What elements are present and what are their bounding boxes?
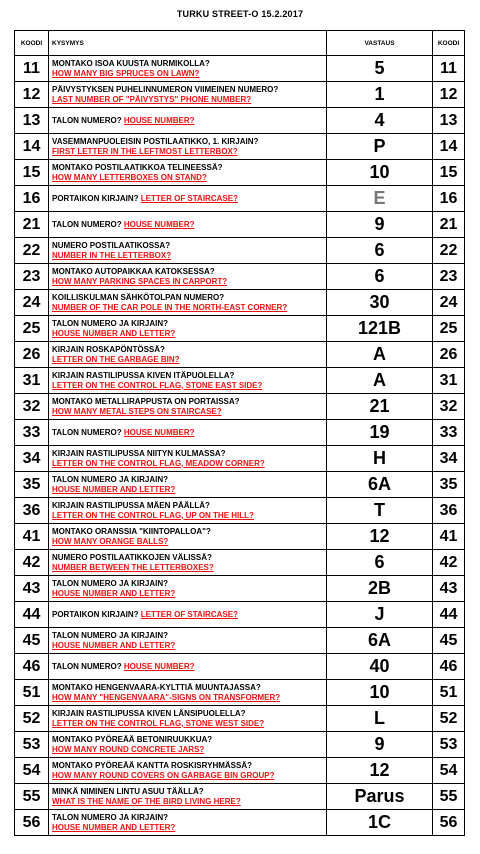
- answer-cell: T: [327, 498, 433, 524]
- control-code: 45: [15, 628, 49, 654]
- control-code: 23: [15, 264, 49, 290]
- control-code: 36: [15, 498, 49, 524]
- table-row: [15, 706, 465, 732]
- table-row: [15, 420, 465, 446]
- control-code: 53: [15, 732, 49, 758]
- question-finnish: KIRJAIN RASTILIPUSSA KIVEN ITÄPUOLELLA?: [52, 370, 235, 380]
- control-code: 46: [15, 654, 49, 680]
- question-cell: [49, 524, 327, 550]
- table-row: [15, 186, 465, 212]
- table-row: [15, 212, 465, 238]
- question-cell: [49, 602, 327, 628]
- control-code: 33: [15, 420, 49, 446]
- question-english: HOW MANY ROUND CONCRETE JARS?: [52, 744, 205, 754]
- question-english: HOW MANY ORANGE BALLS?: [52, 536, 169, 546]
- question-finnish: TALON NUMERO?: [52, 219, 122, 229]
- answer-cell: H: [327, 446, 433, 472]
- answer-cell: 12: [327, 524, 433, 550]
- question-english: NUMBER OF THE CAR POLE IN THE NORTH-EAST CORNER?: [52, 302, 288, 312]
- answer-cell: 19: [327, 420, 433, 446]
- table-row: [15, 524, 465, 550]
- question-cell: [49, 108, 327, 134]
- control-code-right: 13: [433, 108, 465, 134]
- question-english: LETTER OF STAIRCASE?: [140, 193, 238, 203]
- question-cell: [49, 446, 327, 472]
- table-row: [15, 446, 465, 472]
- question-cell: [49, 420, 327, 446]
- control-code-right: 52: [433, 706, 465, 732]
- question-finnish: PORTAIKON KIRJAIN?: [52, 193, 139, 203]
- question-finnish: KIRJAIN RASTILIPUSSA KIVEN LÄNSIPUOLELLA?: [52, 708, 246, 718]
- table-row: [15, 472, 465, 498]
- question-finnish: PÄIVYSTYKSEN PUHELINNUMERON VIIMEINEN NUMERO?: [52, 84, 279, 94]
- answer-cell: Parus: [327, 784, 433, 810]
- question-finnish: MONTAKO PYÖREÄÄ KANTTA ROSKISRYHMÄSSÄ?: [52, 760, 252, 770]
- question-english: HOUSE NUMBER?: [123, 427, 195, 437]
- control-code-right: 14: [433, 134, 465, 160]
- control-code-right: 21: [433, 212, 465, 238]
- answer-cell: 6A: [327, 628, 433, 654]
- question-finnish: MONTAKO POSTILAATIKKOA TELINEESSÄ?: [52, 162, 223, 172]
- question-cell: [49, 784, 327, 810]
- control-code-right: 34: [433, 446, 465, 472]
- control-code: 44: [15, 602, 49, 628]
- answer-cell: 40: [327, 654, 433, 680]
- question-cell: [49, 810, 327, 836]
- question-english: NUMBER BETWEEN THE LETTERBOXES?: [52, 562, 214, 572]
- question-finnish: TALON NUMERO?: [52, 661, 122, 671]
- question-cell: [49, 186, 327, 212]
- question-english: LETTER ON THE CONTROL FLAG, STONE WEST SIDE?: [52, 718, 265, 728]
- table-row: [15, 108, 465, 134]
- control-code-right: 32: [433, 394, 465, 420]
- question-english: HOW MANY BIG SPRUCES ON LAWN?: [52, 68, 200, 78]
- question-cell: [49, 290, 327, 316]
- answer-cell: A: [327, 342, 433, 368]
- question-cell: [49, 82, 327, 108]
- question-cell: [49, 472, 327, 498]
- control-code: 34: [15, 446, 49, 472]
- control-code: 14: [15, 134, 49, 160]
- question-finnish: TALON NUMERO JA KIRJAIN?: [52, 474, 168, 484]
- control-code: 55: [15, 784, 49, 810]
- answer-cell: 1C: [327, 810, 433, 836]
- question-english: HOW MANY ROUND COVERS ON GARBAGE BIN GROUP?: [52, 770, 275, 780]
- question-finnish: TALON NUMERO JA KIRJAIN?: [52, 318, 168, 328]
- control-code: 32: [15, 394, 49, 420]
- question-finnish: MINKÄ NIMINEN LINTU ASUU TÄÄLLÄ?: [52, 786, 204, 796]
- question-cell: [49, 316, 327, 342]
- answer-cell: 6: [327, 264, 433, 290]
- question-cell: [49, 680, 327, 706]
- table-row: [15, 56, 465, 82]
- control-code-right: 51: [433, 680, 465, 706]
- control-code: 52: [15, 706, 49, 732]
- table-row: [15, 810, 465, 836]
- question-cell: [49, 342, 327, 368]
- control-code: 54: [15, 758, 49, 784]
- question-english: HOW MANY PARKING SPACES IN CARPORT?: [52, 276, 228, 286]
- control-code-right: 11: [433, 56, 465, 82]
- question-finnish: TALON NUMERO JA KIRJAIN?: [52, 630, 168, 640]
- control-code: 42: [15, 550, 49, 576]
- question-english: HOW MANY "HENGENVAARA"-SIGNS ON TRANSFORMER?: [52, 692, 281, 702]
- question-cell: [49, 498, 327, 524]
- answer-cell: 21: [327, 394, 433, 420]
- question-cell: [49, 732, 327, 758]
- table-row: [15, 290, 465, 316]
- table-row: [15, 238, 465, 264]
- question-cell: [49, 654, 327, 680]
- control-code-right: 54: [433, 758, 465, 784]
- page-title: TURKU STREET-O 15.2.2017: [176, 9, 304, 19]
- question-english: LETTER ON THE CONTROL FLAG, UP ON THE HILL?: [52, 510, 254, 520]
- control-code-right: 15: [433, 160, 465, 186]
- table-row: [15, 628, 465, 654]
- control-code: 31: [15, 368, 49, 394]
- question-english: LETTER ON THE GARBAGE BIN?: [52, 354, 180, 364]
- question-finnish: KIRJAIN RASTILIPUSSA NIITYN KULMASSA?: [52, 448, 226, 458]
- control-code: 16: [15, 186, 49, 212]
- question-finnish: KIRJAIN RASTILIPUSSA MÄEN PÄÄLLÄ?: [52, 500, 210, 510]
- question-english: NUMBER IN THE LETTERBOX?: [52, 250, 172, 260]
- table-row: [15, 134, 465, 160]
- control-code: 51: [15, 680, 49, 706]
- question-finnish: TALON NUMERO JA KIRJAIN?: [52, 578, 168, 588]
- question-finnish: TALON NUMERO JA KIRJAIN?: [52, 812, 168, 822]
- control-code-right: 55: [433, 784, 465, 810]
- table-row: [15, 784, 465, 810]
- question-english: HOUSE NUMBER AND LETTER?: [52, 822, 176, 832]
- answer-cell: 4: [327, 108, 433, 134]
- table-row: [15, 82, 465, 108]
- table-row: [15, 368, 465, 394]
- control-code: 43: [15, 576, 49, 602]
- table-row: [15, 602, 465, 628]
- question-cell: [49, 160, 327, 186]
- control-code: 24: [15, 290, 49, 316]
- control-code-right: 22: [433, 238, 465, 264]
- answer-cell: P: [327, 134, 433, 160]
- table-row: [15, 498, 465, 524]
- controls-table: [14, 30, 465, 836]
- table-row: [15, 264, 465, 290]
- answer-cell: 9: [327, 212, 433, 238]
- question-english: HOW MANY LETTERBOXES ON STAND?: [52, 172, 207, 182]
- control-code-right: 46: [433, 654, 465, 680]
- question-finnish: NUMERO POSTILAATIKOSSA?: [52, 240, 171, 250]
- table-row: [15, 680, 465, 706]
- answer-cell: 6A: [327, 472, 433, 498]
- question-cell: [49, 394, 327, 420]
- control-code: 25: [15, 316, 49, 342]
- header-question: KYSYMYS: [49, 31, 327, 56]
- control-code: 35: [15, 472, 49, 498]
- control-code: 26: [15, 342, 49, 368]
- question-cell: [49, 56, 327, 82]
- table-header-row: [15, 31, 465, 56]
- question-finnish: MONTAKO HENGENVAARA-KYLTTIÄ MUUNTAJASSA?: [52, 682, 261, 692]
- control-code: 21: [15, 212, 49, 238]
- control-code: 12: [15, 82, 49, 108]
- answer-cell: 6: [327, 550, 433, 576]
- answer-cell: L: [327, 706, 433, 732]
- control-code: 11: [15, 56, 49, 82]
- table-row: [15, 758, 465, 784]
- question-finnish: TALON NUMERO?: [52, 115, 122, 125]
- question-cell: [49, 134, 327, 160]
- question-finnish: MONTAKO PYÖREÄÄ BETONIRUUKKUA?: [52, 734, 213, 744]
- answer-cell: 30: [327, 290, 433, 316]
- header-answer: VASTAUS: [327, 31, 433, 56]
- control-code: 41: [15, 524, 49, 550]
- control-code-right: 42: [433, 550, 465, 576]
- question-cell: [49, 628, 327, 654]
- question-finnish: MONTAKO ORANSSIA "KIINTOPALLOA"?: [52, 526, 211, 536]
- control-code-right: 23: [433, 264, 465, 290]
- control-code-right: 33: [433, 420, 465, 446]
- answer-cell: J: [327, 602, 433, 628]
- answer-cell: 6: [327, 238, 433, 264]
- control-code-right: 44: [433, 602, 465, 628]
- question-cell: [49, 212, 327, 238]
- question-english: LETTER OF STAIRCASE?: [140, 609, 238, 619]
- question-english: HOUSE NUMBER AND LETTER?: [52, 640, 176, 650]
- control-code-right: 56: [433, 810, 465, 836]
- control-code: 15: [15, 160, 49, 186]
- header-code: KOODI: [15, 31, 49, 56]
- control-code-right: 31: [433, 368, 465, 394]
- answer-cell: E: [327, 186, 433, 212]
- question-finnish: MONTAKO AUTOPAIKKAA KATOKSESSA?: [52, 266, 215, 276]
- control-code-right: 53: [433, 732, 465, 758]
- question-english: FIRST LETTER IN THE LEFTMOST LETTERBOX?: [52, 146, 238, 156]
- question-english: HOUSE NUMBER AND LETTER?: [52, 588, 176, 598]
- control-code-right: 24: [433, 290, 465, 316]
- control-code: 13: [15, 108, 49, 134]
- answer-cell: 9: [327, 732, 433, 758]
- table-row: [15, 342, 465, 368]
- question-finnish: KIRJAIN ROSKAPÖNTÖSSÄ?: [52, 344, 165, 354]
- control-code-right: 35: [433, 472, 465, 498]
- table-row: [15, 576, 465, 602]
- header-code-right: KOODI: [433, 31, 465, 56]
- question-cell: [49, 264, 327, 290]
- answer-cell: 1: [327, 82, 433, 108]
- question-cell: [49, 238, 327, 264]
- question-english: HOUSE NUMBER?: [123, 661, 195, 671]
- answer-cell: 12: [327, 758, 433, 784]
- answer-cell: 2B: [327, 576, 433, 602]
- question-finnish: TALON NUMERO?: [52, 427, 122, 437]
- question-finnish: MONTAKO METALLIRAPPUSTA ON PORTAISSA?: [52, 396, 240, 406]
- control-code-right: 25: [433, 316, 465, 342]
- table-row: [15, 160, 465, 186]
- control-code-right: 43: [433, 576, 465, 602]
- question-cell: [49, 368, 327, 394]
- table-row: [15, 550, 465, 576]
- question-finnish: PORTAIKON KIRJAIN?: [52, 609, 139, 619]
- question-english: LETTER ON THE CONTROL FLAG, STONE EAST SIDE?: [52, 380, 263, 390]
- question-finnish: KOILLISKULMAN SÄHKÖTOLPAN NUMERO?: [52, 292, 225, 302]
- question-english: LETTER ON THE CONTROL FLAG, MEADOW CORNER?: [52, 458, 265, 468]
- question-english: HOUSE NUMBER?: [123, 219, 195, 229]
- question-cell: [49, 576, 327, 602]
- question-english: HOUSE NUMBER AND LETTER?: [52, 328, 176, 338]
- control-code-right: 41: [433, 524, 465, 550]
- control-code: 22: [15, 238, 49, 264]
- question-cell: [49, 550, 327, 576]
- table-body: [15, 56, 465, 836]
- control-code-right: 12: [433, 82, 465, 108]
- table-row: [15, 732, 465, 758]
- answer-cell: 10: [327, 680, 433, 706]
- control-code-right: 45: [433, 628, 465, 654]
- table-row: [15, 654, 465, 680]
- table-row: [15, 316, 465, 342]
- control-code-right: 16: [433, 186, 465, 212]
- answer-cell: 5: [327, 56, 433, 82]
- answer-cell: 10: [327, 160, 433, 186]
- question-english: LAST NUMBER OF "PÄIVYSTYS" PHONE NUMBER?: [52, 94, 252, 104]
- question-cell: [49, 758, 327, 784]
- question-finnish: NUMERO POSTILAATIKKOJEN VÄLISSÄ?: [52, 552, 212, 562]
- control-code: 56: [15, 810, 49, 836]
- question-english: HOW MANY METAL STEPS ON STAIRCASE?: [52, 406, 222, 416]
- answer-cell: 121B: [327, 316, 433, 342]
- question-cell: [49, 706, 327, 732]
- answer-cell: A: [327, 368, 433, 394]
- control-code-right: 36: [433, 498, 465, 524]
- table-row: [15, 394, 465, 420]
- control-code-right: 26: [433, 342, 465, 368]
- question-finnish: MONTAKO ISOA KUUSTA NURMIKOLLA?: [52, 58, 210, 68]
- question-english: WHAT IS THE NAME OF THE BIRD LIVING HERE?: [52, 796, 241, 806]
- question-english: HOUSE NUMBER AND LETTER?: [52, 484, 176, 494]
- question-english: HOUSE NUMBER?: [123, 115, 195, 125]
- question-finnish: VASEMMANPUOLEISIN POSTILAATIKKO, 1. KIRJAIN?: [52, 136, 259, 146]
